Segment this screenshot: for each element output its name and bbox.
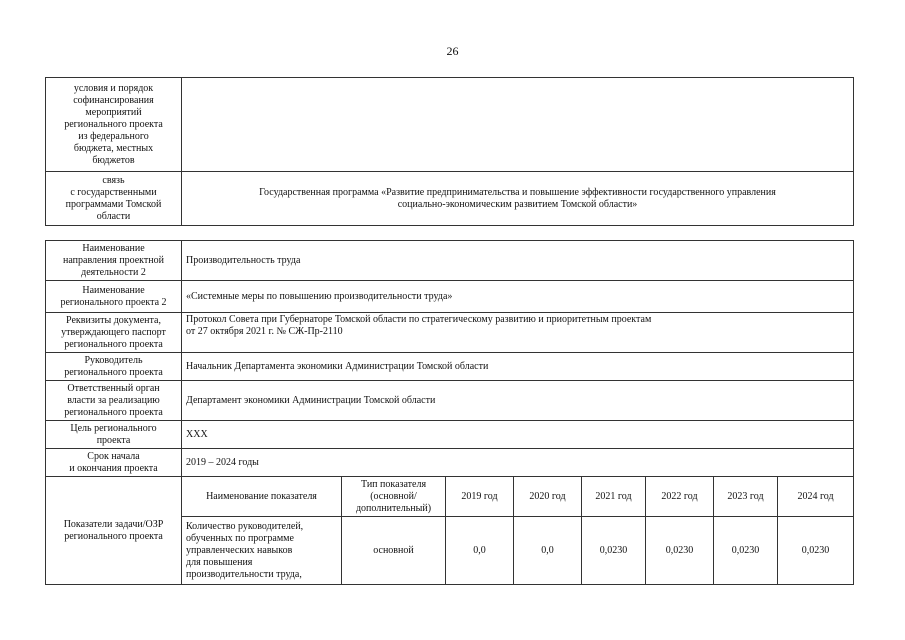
regional-project-passport-table (45, 240, 854, 585)
table-row (46, 353, 854, 381)
row-value-direction: Производительность труда (182, 241, 854, 281)
row-value-project-goal: ХХХ (182, 421, 854, 449)
passport-table-continuation (45, 77, 854, 226)
row-label-direction: Наименование направления проектной деятельности 2 (46, 241, 182, 281)
header-year-2020: 2020 год (514, 477, 582, 517)
table-row (46, 449, 854, 477)
row-value-document-details: Протокол Совета при Губернаторе Томской области по стратегическому развитию и приоритетным проектам от 27 октября 2021 г. № СЖ-Пр-2110 (182, 313, 854, 353)
header-year-2021: 2021 год (582, 477, 646, 517)
table-row (46, 241, 854, 281)
indicator-value-2024: 0,0230 (778, 517, 854, 585)
table-row (46, 421, 854, 449)
page-number: 26 (446, 44, 459, 58)
row-label-timeframe: Срок начала и окончания проекта (46, 449, 182, 477)
row-value-timeframe: 2019 – 2024 годы (182, 449, 854, 477)
row-label-state-programs: связь с государственными программами Томской области (46, 172, 182, 226)
table-row (46, 172, 854, 226)
table-row (46, 78, 854, 172)
indicator-name: Количество руководителей, обученных по программе управленческих навыков для повышения производительности труда, (182, 517, 342, 585)
indicator-value-2020: 0,0 (514, 517, 582, 585)
row-value-state-programs: Государственная программа «Развитие предпринимательства и повышение эффективности государственного управления социально-экономическим развитием Томской области» (182, 172, 854, 226)
indicator-value-2022: 0,0230 (646, 517, 714, 585)
row-value-project-head: Начальник Департамента экономики Администрации Томской области (182, 353, 854, 381)
row-label-indicators: Показатели задачи/ОЗР регионального проекта (46, 477, 182, 585)
indicators-header-row (46, 477, 854, 517)
row-label-project-head: Руководитель регионального проекта (46, 353, 182, 381)
header-indicator-name: Наименование показателя (182, 477, 342, 517)
row-value-cofinancing (182, 78, 854, 172)
indicator-value-2019: 0,0 (446, 517, 514, 585)
indicator-value-2023: 0,0230 (714, 517, 778, 585)
row-label-project-goal: Цель регионального проекта (46, 421, 182, 449)
row-value-project-name: «Системные меры по повышению производительности труда» (182, 281, 854, 313)
indicator-value-2021: 0,0230 (582, 517, 646, 585)
header-year-2024: 2024 год (778, 477, 854, 517)
header-indicator-type: Тип показателя (основной/ дополнительный) (342, 477, 446, 517)
header-year-2023: 2023 год (714, 477, 778, 517)
row-label-cofinancing: условия и порядок софинансирования мероприятий регионального проекта из федерального бюджета, местных бюджетов (46, 78, 182, 172)
table-row (46, 313, 854, 353)
row-label-project-name: Наименование регионального проекта 2 (46, 281, 182, 313)
table-row (46, 281, 854, 313)
row-label-responsible-body: Ответственный орган власти за реализацию регионального проекта (46, 381, 182, 421)
header-year-2022: 2022 год (646, 477, 714, 517)
table-row (46, 381, 854, 421)
indicator-type: основной (342, 517, 446, 585)
row-value-responsible-body: Департамент экономики Администрации Томской области (182, 381, 854, 421)
header-year-2019: 2019 год (446, 477, 514, 517)
row-label-document-details: Реквизиты документа, утверждающего паспорт регионального проекта (46, 313, 182, 353)
